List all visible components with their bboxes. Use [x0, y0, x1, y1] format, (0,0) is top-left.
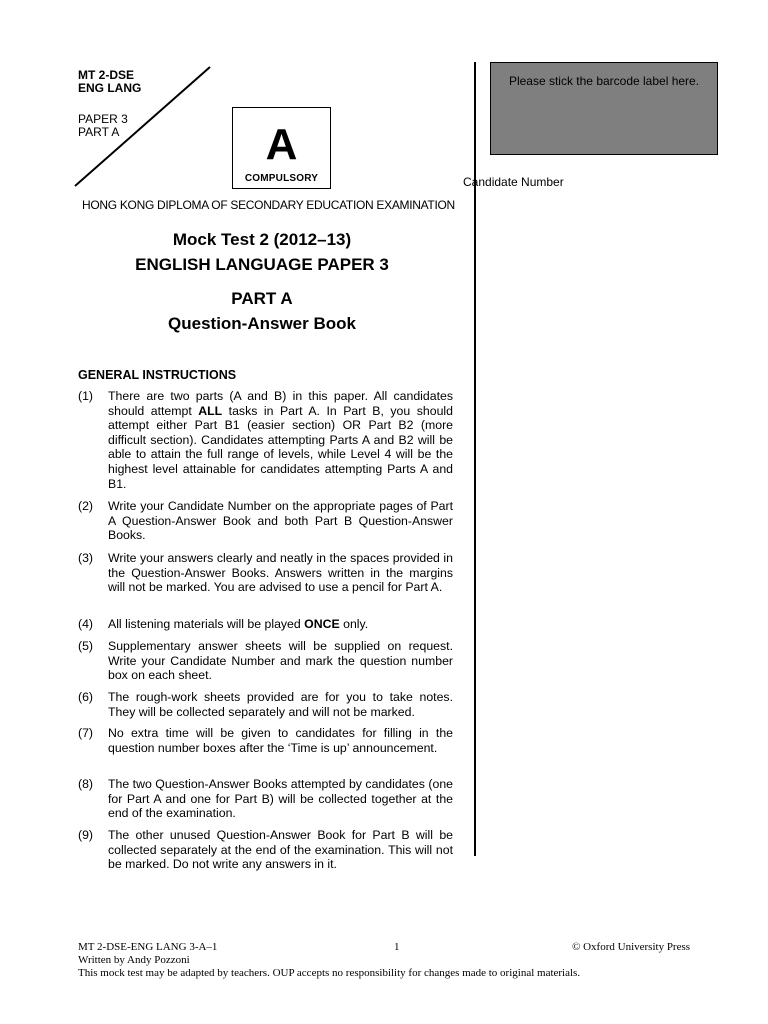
instruction-item	[78, 828, 453, 872]
code-line-2: ENG LANG	[78, 81, 142, 95]
instruction-item	[78, 690, 453, 719]
title-book: Question-Answer Book	[168, 314, 356, 333]
instruction-number: (7)	[78, 726, 94, 740]
instruction-text: Write your answers clearly and neatly in the spaces provided in the Question-Answer Books. Answers written in the margins will not be marked. You are advised to use a pencil for Part A.	[108, 551, 453, 595]
title-part: PART A	[231, 289, 293, 308]
instruction-item	[78, 639, 453, 683]
footer-copyright: © Oxford University Press	[572, 941, 691, 953]
instruction-number: (2)	[78, 499, 94, 513]
instruction-text: No extra time will be given to candidates for filling in the question number boxes after the ‘Time is up’ announcement.	[108, 726, 453, 755]
instruction-text-cont: tasks in Part A. In Part B, you should attempt either Part B1 (easier section) OR Part B2 (more difficult section). Candidates attempting Parts A and B2 will be able to attain the full range of levels, while Level 4 will be the highest level attainable for candidates attempting Parts A and B1.	[108, 403, 453, 491]
code-line-1: MT 2-DSE	[78, 68, 135, 82]
paper-label: PAPER 3	[78, 112, 128, 126]
page-number: 1	[394, 941, 400, 953]
instruction-item	[78, 499, 453, 543]
part-label: PART A	[78, 125, 120, 139]
instruction-number: (9)	[78, 828, 94, 842]
instruction-text-cont: only.	[339, 617, 369, 631]
instruction-number: (4)	[78, 617, 94, 631]
instruction-emphasis: ALL	[198, 403, 223, 418]
footer-author: Written by Andy Pozzoni	[78, 954, 190, 966]
instruction-number: (1)	[78, 389, 94, 403]
instruction-text: There are two parts (A and B) in this paper. All candidates should attempt	[108, 389, 453, 418]
candidate-number-label: Candidate Number	[463, 175, 564, 189]
instruction-number: (6)	[78, 690, 94, 704]
instruction-text: The rough-work sheets provided are for you to take notes. They will be collected separately and will not be marked.	[108, 690, 453, 719]
instruction-text: The other unused Question-Answer Book for Part B will be collected separately at the end of the examination. This will not be marked. Do not write any answers in it.	[108, 828, 453, 872]
instruction-text: Supplementary answer sheets will be supplied on request. Write your Candidate Number and mark the question number box on each sheet.	[108, 639, 453, 683]
compulsory-badge	[232, 107, 331, 189]
instructions-heading: GENERAL INSTRUCTIONS	[78, 368, 237, 382]
instruction-item	[78, 726, 453, 755]
barcode-box	[490, 62, 718, 155]
instruction-text: All listening materials will be played	[108, 617, 305, 631]
exam-name: HONG KONG DIPLOMA OF SECONDARY EDUCATION EXAMINATION	[82, 198, 455, 212]
instruction-text: Write your Candidate Number on the appropriate pages of Part A Question-Answer Book and both Part B Question-Answer Books.	[108, 499, 453, 543]
badge-label: COMPULSORY	[244, 173, 319, 184]
title-paper: ENGLISH LANGUAGE PAPER 3	[135, 255, 389, 274]
footer-disclaimer: This mock test may be adapted by teachers. OUP accepts no responsibility for changes made to original materials.	[78, 967, 581, 979]
instruction-number: (3)	[78, 551, 94, 565]
instruction-text: The two Question-Answer Books attempted by candidates (one for Part A and one for Part B) will be collected together at the end of the examination.	[108, 777, 453, 821]
instruction-item	[78, 777, 453, 821]
instruction-item	[78, 389, 453, 491]
instruction-item	[78, 617, 453, 632]
title-mock-test: Mock Test 2 (2012–13)	[172, 230, 352, 249]
instruction-number: (8)	[78, 777, 94, 791]
footer-code: MT 2-DSE-ENG LANG 3-A–1	[78, 941, 218, 953]
barcode-instruction: Please stick the barcode label here.	[508, 74, 700, 88]
instruction-number: (5)	[78, 639, 94, 653]
instruction-emphasis: ONCE	[304, 617, 340, 631]
badge-letter: A	[265, 120, 298, 169]
instruction-item	[78, 551, 453, 595]
